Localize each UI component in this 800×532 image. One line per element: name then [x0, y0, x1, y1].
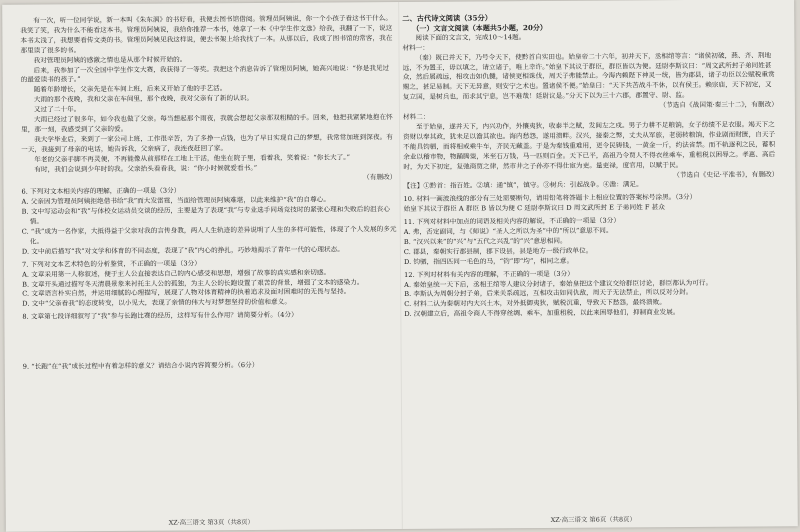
option-d[interactable]: D. 文中“父亲看我”的态度转变，以小见大，表现了亲情的伟大与对梦想坚持的价值和意义。 [22, 298, 291, 309]
question-stem: 10. 材料一画波浪线的部分有三处需要断句，请用铅笔将答题卡上相应位置的答案标号涂黑。（3分） [403, 193, 697, 204]
passage-paragraph: 随着年龄增长，父亲先是在车间上班，后来又开始了他的手艺活。 [33, 84, 227, 94]
passage-paragraph: 年老的父亲手脚不再灵便，不再能像从前那样在工地上干活，他坐在院子里，看着我，笑着说：“你长大了。” [34, 153, 351, 164]
material-2-text: 至于始皇，遂并天下，内兴功作，外攘夷狄，收泰半之赋，发闾左之戍。男子力耕不足粮饷，女子纺绩不足衣服。竭天下之资财以奉其政，犹未足以澹其欲也。海内愁怨，遂用溃畔。汉兴，接秦之弊，丈夫从军旅，老弱转粮饷，作业剧而财匮，自天子不能具钧驷，而将相或乘牛车，齐民无藏盖。于是为秦钱重难用，更令民铸钱，一黄金一斤，约法省禁。而不轨逐利之民，蓄积余业以稽市物，物踊腾粜，米至石万钱，马一匹则百金。天下已平，高祖乃令贾人不得衣丝乘车，重租税以困辱之。孝惠、高后时，为天下初定，复弛商贾之律，然市井之子孙亦不得仕宦为吏。量吏禄，度官用，以赋于民。 [403, 120, 776, 171]
option-a[interactable]: A. 弗，否定副词，与《师说》“圣人之所以为圣”中的“所以”意思不同。 [403, 226, 613, 237]
right-page [402, 11, 781, 522]
left-page [20, 14, 399, 525]
option-d[interactable]: D. 钧驷，指四匹同一毛色的马，“钧”即“均”，相同之意。 [403, 256, 574, 266]
option-c[interactable]: C. “我”成为一名作家，大抵得益于父亲对我的言传身教，两人人生轨迹的差异说明了人生的多样可能性，体现了个人发展的多元化。 [21, 225, 397, 246]
instruction: 阅读下面的文言文，完成10～14题。 [415, 32, 526, 42]
passage-paragraph: 我对管理员阿姨的感激之情也是从那个时候开始的。 [33, 55, 187, 65]
subsection-heading: （一）文言文阅读（本题共5小题，20分） [412, 22, 547, 33]
question-11 [404, 215, 779, 267]
option-d[interactable]: D. 汉朝建立后，高祖令商人不得穿丝绸、乘车，加重租税，以此来困辱他们，抑制商业发展。 [404, 308, 680, 319]
reading-passage [20, 14, 396, 185]
option-c[interactable]: C. 郡县，秦朝实行郡县制，郡下设县，县是地方一级行政单位。 [403, 246, 593, 256]
option-a[interactable]: A. 父亲因为管理员阿姨拒绝借书给“我”而大发雷霆，当面给管理员阿姨难堪，以此来维护“我”的自尊心。 [21, 195, 331, 206]
option-a[interactable]: A. 秦始皇统一天下后，丞相王绾等人建议分封诸子，秦始皇把这个建议交给群臣讨论，群臣都认为可行。 [404, 278, 713, 289]
passage-paragraph: 有时，我们会说到少年时的我。父亲抬头看看我，说：“你小时候就爱看书。” [34, 163, 258, 174]
passage-source: （有删改） [363, 172, 397, 181]
option-b[interactable]: B. 文中写运动会和“我”与体校女运动员交谈的经历，主要是为了表现“我”与专业选手同场竞技时的紧张心理和失败后的沮丧心情。 [21, 205, 390, 226]
passage-paragraph: 有一次，听一位同学说，新一本叫《朱东润》的书好看，我便去图书馆借阅。管理员阿姨说，你一个小孩子看这书干什么。我笑了笑，我为什么不能看这本书。管理员阿姨说，我给你推荐一本书，她拿了一本《中学生作文选》给我，我翻了一下，说这本书太浅了，我想要看传文类的书。管理员阿姨见我这样说，便去书架上给我找了一本。从那以后，我成了图书馆的常客，我在那里读了很多的书。 [20, 14, 393, 55]
question-stem: 7. 下列对文本艺术特色的分析鉴赏，不正确的一项是（3分） [21, 259, 201, 269]
exam-sheet [2, 0, 798, 532]
option-b[interactable]: B. “汉兴以来”的“兴”与“五代之兴乱”的“兴”意思相同。 [403, 236, 567, 246]
material-1-text: （秦）既已并天下，乃号令天下，使黔首自实田也。始皇帝二十六年，初并天下，丞相绾等言：“诸侯初破，燕、齐、荆地远，不为置王，毋以填之，请立诸子，唯上幸许。”始皇下其议于群臣，群臣皆以为便。廷尉李斯议曰：“周文武所封子弟同姓甚众，然后属疏远，相攻击如仇雠，诸侯更相诛伐，周天子弗能禁止。今海内赖陛下神灵一统，皆为郡县，诸子功臣以公赋税重赏赐之，甚足易制。天下无异意，则安宁之术也。置诸侯不便。”始皇曰：“天下共苦战斗不休，以有侯王。赖宗庙，天下初定，又复立国，是树兵也，而求其宁息，岂不难哉！廷尉议是。”分天下以为三十六郡，郡置守、尉、监。 [402, 51, 775, 102]
option-c[interactable]: C. 材料二认为秦朝对内大兴土木，对外抵御夷狄，赋税沉重，导致天下愁怨，最终溃败。 [404, 298, 666, 309]
option-a[interactable]: A. 文章采用第一人称叙述，便于主人公直接表达自己的内心感受和思想，增强了故事的真实感和亲切感。 [22, 268, 331, 279]
question-9: 9. “长跑”在“我”成长过程中有着怎样的意义？请结合小说内容简要分析。（6分） [22, 361, 259, 371]
passage-paragraph: 大雨已经过了很多年，如今我也做了父亲。每当想起那个雨夜，我就会想起父亲那双粗糙的手。回来，他把我紧紧地抱在怀里，那一刻，我感受到了父亲的爱。 [21, 113, 393, 134]
passage-paragraph: 又过了二十年。 [33, 105, 81, 114]
left-page-footer: XZ·高三语文 第3页（共8页） [168, 518, 254, 527]
option-c[interactable]: C. 文章语言朴实自然，并运用细腻的心理描写，展现了人物对体育精神的执着追求及面对困难时的无畏与坚持。 [22, 287, 351, 299]
question-stem: 12. 下列对材料有关内容的理解，不正确的一项是（3分） [404, 269, 574, 279]
question-8: 8. 文章第七段详细叙写了“我”参与长跑比赛的经历，这样写有什么作用？请简要分析。（4分） [22, 310, 298, 321]
passage-paragraph: 后来，我参加了一次全国中学生作文大赛，我获得了一等奖。我把这个消息告诉了管理员阿姨，她高兴地说：“你是我见过的最爱读书的孩子。” [20, 63, 390, 85]
sentence-break-text[interactable]: 始皇下其议于群臣 A 群臣 B 皆以为便 C 廷尉李斯议曰 D 周文武所封 E 子弟同姓 F 甚众 [403, 203, 665, 214]
right-page-footer: XZ·高三语文 第6页（共8页） [550, 515, 636, 524]
option-d[interactable]: D. 文中前后描写“我”对文学和体育的不同态度，表现了“我”内心的挣扎，巧妙地揭示了青年一代的心理状态。 [21, 245, 344, 256]
question-stem: 6. 下列对文本相关内容的理解，正确的一项是（3分） [21, 186, 181, 197]
annotation-note: 【注】①黔首：指百姓。②填：通“镇”，镇守。③树兵：引起战争。④澹：满足。 [403, 180, 643, 191]
question-6 [21, 185, 396, 257]
passage-paragraph: 大雨的那个夜晚，我和父亲在车间里，那个夜晚，我对父亲有了新的认识。 [33, 94, 254, 104]
material-1-label: 材料一： [402, 43, 430, 52]
option-b[interactable]: B. 文章开头通过描写冬天清晨景象来衬托主人公的孤独，为主人公的长跑设置了艰苦的背景，增强了文本的感染力。 [22, 277, 364, 289]
passage-paragraph: 我大学毕业后，来到了一家公司上班，工作很辛苦，为了多挣一点钱，也为了早日实现自己的梦想，我常常加班到深夜。有一天，我接到了母亲的电话，她告诉我，父亲病了，我连夜赶回了家。 [21, 132, 393, 154]
material-2-label: 材料二： [402, 112, 430, 122]
question-12 [404, 268, 779, 320]
question-stem: 11. 下列对材料中加点的词语及相关内容的解说，不正确的一项是（3分） [403, 216, 621, 227]
section-heading: 二、古代诗文阅读（35分） [402, 13, 493, 23]
material-1-source: （节选自《战国策·秦三十二》，有删改） [659, 100, 778, 110]
option-b[interactable]: B. 李斯认为周朝分封子弟，后来关系疏远，互相攻击如同仇敌，周天子无法禁止，所以反对分封。 [404, 288, 693, 299]
question-10 [404, 193, 779, 215]
question-7 [22, 258, 397, 310]
material-2-source: （节选自《史记·平准书》，有删改） [673, 169, 779, 179]
